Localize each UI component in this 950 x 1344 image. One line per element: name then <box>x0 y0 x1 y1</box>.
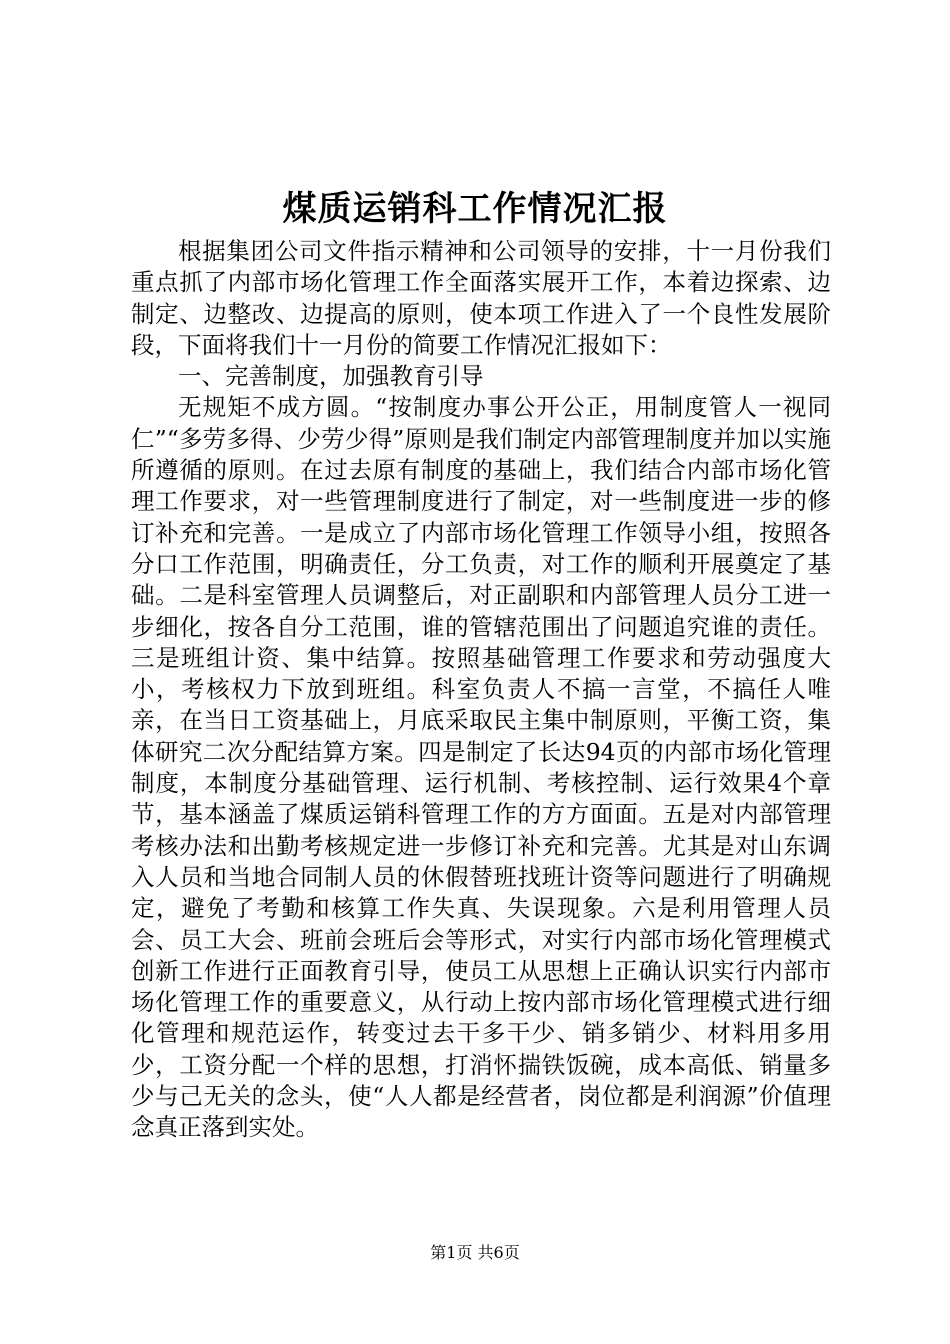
document-title: 煤质运销科工作情况汇报 <box>282 189 668 229</box>
section-heading: 一、完善制度，加强教育引导 <box>178 362 484 391</box>
section-paragraph: 无规矩不成方圆。“按制度办事公开公正，用制度管人一视同仁”“多劳多得、少劳少得”原则是我们制定内部管理制度并加以实施所遵循的原则。在过去原有制度的基础上，我们结合内部市场化管理工作要求，对一些管理制度进行了制定，对一些制度进一步的修订补充和完善。一是成立了内部市场化管理工作领导小组，按照各分口工作范围，明确责任，分工负责，对工作的顺利开展奠定了基础。二是科室管理人员调整后，对正副职和内部管理人员分工进一步细化，按各自分工范围，谁的管辖范围出了问题追究谁的责任。三是班组计资、集中结算。按照基础管理工作要求和劳动强度大小，考核权力下放到班组。科室负责人不搞一言堂，不搞任人唯亲，在当日工资基础上，月底采取民主集中制原则，平衡工资，集体研究二次分配结算方案。四是制定了长达94页的内部市场化管理制度，本制度分基础管理、运行机制、考核控制、运行效果4个章节，基本涵盖了煤质运销科管理工作的方方面面。五是对内部管理考核办法和出勤考核规定进一步修订补充和完善。尤其是对山东调入人员和当地合同制人员的休假替班找班计资等问题进行了明确规定，避免了考勤和核算工作失真、失误现象。六是利用管理人员会、员工大会、班前会班后会等形式，对实行内部市场化管理模式创新工作进行正面教育引导，使员工从思想上正确认识实行内部市场化管理工作的重要意义，从行动上按内部市场化管理模式进行细化管理和规范运作，转变过去干多干少、销多销少、材料用多用少，工资分配一个样的思想，打消怀揣铁饭碗，成本高低、销量多少与己无关的念头，使“人人都是经营者，岗位都是利润源”价值理念真正落到实处。 <box>131 393 831 1142</box>
intro-paragraph: 根据集团公司文件指示精神和公司领导的安排，十一月份我们重点抓了内部市场化管理工作全面落实展开工作，本着边探索、边制定、边整改、边提高的原则，使本项工作进入了一个良性发展阶段，下面将我们十一月份的简要工作情况汇报如下： <box>131 237 831 359</box>
page-footer: 第1页 共6页 <box>430 1243 520 1262</box>
document-body <box>131 236 831 1144</box>
